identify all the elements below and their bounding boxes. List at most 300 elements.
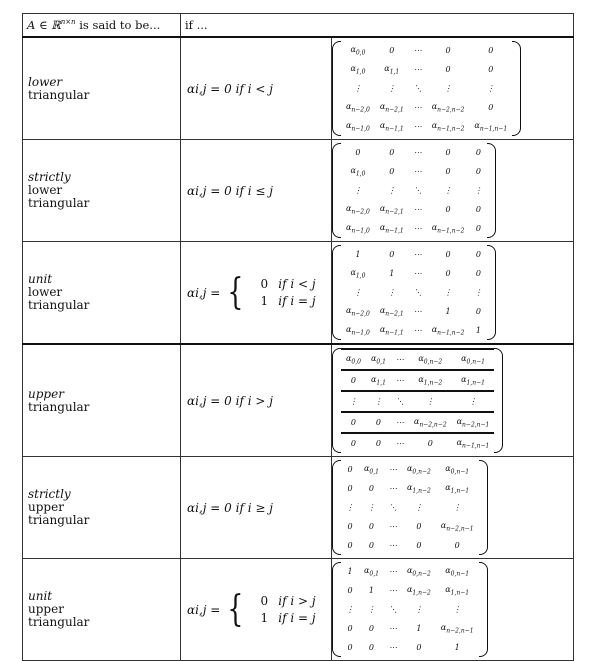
- matrix-entry-subscript: n−2,n−1: [462, 421, 490, 429]
- matrix-entry: ⋮: [444, 186, 453, 195]
- matrix-entry: $\alpha_{n-1,n-2}$: [431, 120, 465, 133]
- matrix-cell: [332, 242, 574, 345]
- matrix-entry: 0: [416, 522, 422, 531]
- matrix-entry: $\alpha_{n-2,1}$: [379, 305, 404, 318]
- matrix-entry: 1: [368, 586, 375, 595]
- matrix-cell: [332, 37, 574, 140]
- matrix-entry: 0: [488, 46, 494, 55]
- triangular-matrix-table: [22, 13, 574, 661]
- matrix-entry: ⋮: [409, 391, 452, 412]
- matrix-row: [341, 219, 487, 238]
- matrix-entry: $\alpha_{n-1,n-2}$: [431, 324, 465, 337]
- matrix-row: [341, 245, 487, 264]
- matrix-entry: ⋯: [388, 586, 397, 595]
- matrix-row: [341, 517, 479, 536]
- matrix-entry: ⋱: [413, 84, 422, 93]
- matrix-entry: $\alpha_{0,n-1}$: [445, 565, 470, 578]
- matrix-entry: 0: [341, 370, 366, 391]
- matrix-entry: 0: [445, 148, 451, 157]
- matrix-entry: 0: [445, 205, 451, 214]
- matrix-entry: 1: [445, 307, 451, 316]
- matrix-entry: $\alpha_{0,n-1}$: [445, 463, 470, 476]
- table-row: [23, 140, 574, 242]
- matrix-entry-subscript: 0,1: [376, 358, 386, 366]
- matrix-entry: ⋯: [388, 522, 397, 531]
- matrix: [332, 41, 573, 136]
- case-line: [250, 610, 315, 627]
- matrix-entry: $\alpha_{0,n-2}$: [409, 349, 452, 370]
- matrix-entry: ⋯: [413, 250, 422, 259]
- left-paren: [332, 245, 341, 340]
- header-prefix: A ∈ ℝ: [27, 18, 61, 32]
- matrix-entry: 0: [445, 167, 451, 176]
- condition-cell: [181, 242, 332, 345]
- matrix-cell: [332, 457, 574, 559]
- row-name-word: lower: [28, 285, 63, 299]
- matrix-entry: $\alpha_{n-2,1}$: [379, 101, 404, 114]
- matrix-entry: ⋯: [413, 122, 422, 131]
- matrix-entry-subscript: 0,n−2: [412, 570, 431, 578]
- matrix-entry: ⋯: [413, 46, 422, 55]
- qualifier-text: unit: [28, 589, 53, 603]
- case-value: 1: [260, 610, 269, 625]
- matrix-entry: ⋱: [388, 503, 397, 512]
- matrix-entry: $\alpha_{n-2,0}$: [346, 101, 370, 114]
- matrix-entry-subscript: 0,0: [351, 358, 361, 366]
- matrix-row: [341, 638, 479, 657]
- case-value: 0: [260, 276, 269, 291]
- matrix-row: [341, 498, 479, 517]
- case-condition: if i > j: [278, 593, 316, 608]
- matrix-entry-subscript: 0,1: [369, 570, 379, 578]
- matrix-entry: ⋮: [453, 503, 462, 512]
- left-paren: [332, 562, 341, 657]
- matrix-entry: $\alpha_{1,0}$: [350, 267, 366, 280]
- condition-text: αi,j = 0 if i > j: [187, 393, 273, 408]
- matrix-entry: $\alpha_{n-2,n-1}$: [440, 622, 474, 635]
- matrix-entry: $\alpha_{0,1}$: [366, 349, 391, 370]
- matrix-row: [341, 98, 512, 117]
- matrix-grid: [341, 41, 512, 136]
- matrix-entry-subscript: n−1,0: [351, 329, 370, 337]
- row-name-word: triangular: [28, 298, 90, 312]
- case-line: [250, 593, 315, 610]
- cases-lhs: αi,j =: [187, 285, 221, 300]
- matrix-grid: [341, 143, 487, 238]
- row-name-word: triangular: [28, 513, 90, 527]
- matrix-entry: $\alpha_{1,n-2}$: [406, 584, 431, 597]
- matrix-entry: $\alpha_{0,0}$: [341, 349, 366, 370]
- matrix-entry: $\alpha_{1,n-2}$: [409, 370, 452, 391]
- matrix-row: [341, 200, 487, 219]
- right-paren: [479, 460, 488, 555]
- matrix-entry: ⋱: [413, 288, 422, 297]
- row-name-word: upper: [28, 602, 64, 616]
- matrix-entry: 0: [409, 433, 452, 453]
- matrix-entry: $\alpha_{n-2,0}$: [346, 305, 370, 318]
- matrix-entry-subscript: n−2,1: [385, 208, 404, 216]
- matrix-entry: ⋮: [387, 186, 396, 195]
- cases-list: [250, 593, 315, 627]
- matrix-entry: ⋯: [388, 465, 397, 474]
- matrix-row: [341, 600, 479, 619]
- matrix-entry: 0: [416, 643, 422, 652]
- matrix-entry: 1: [475, 326, 481, 335]
- table-row: [23, 344, 574, 457]
- matrix-grid: [341, 460, 479, 555]
- qualifier-text: strictly: [28, 487, 71, 501]
- matrix: [332, 348, 573, 453]
- matrix-entry: 0: [454, 541, 460, 550]
- matrix-entry-subscript: n−1,n−2: [437, 329, 465, 337]
- cases-condition: [187, 588, 325, 630]
- matrix-entry: ⋮: [474, 288, 483, 297]
- matrix-grid: [341, 245, 487, 340]
- matrix-entry: 0: [347, 541, 353, 550]
- matrix-entry: $\alpha_{n-1,1}$: [379, 222, 404, 235]
- matrix-entry-subscript: n−1,1: [385, 125, 404, 133]
- condition-cell: [181, 37, 332, 140]
- matrix-entry: ⋮: [414, 503, 423, 512]
- matrix-entry: ⋯: [413, 224, 422, 233]
- matrix-row: [341, 581, 479, 600]
- matrix-entry: ⋮: [353, 186, 362, 195]
- matrix-entry: ⋯: [413, 326, 422, 335]
- cases-lhs: αi,j =: [187, 602, 221, 617]
- left-paren: [332, 143, 341, 238]
- table-row: [23, 242, 574, 345]
- matrix-entry: 0: [475, 148, 481, 157]
- matrix-entry: ⋱: [413, 186, 422, 195]
- matrix-entry: 0: [416, 541, 422, 550]
- matrix-entry: $\alpha_{1,n-2}$: [406, 482, 431, 495]
- matrix-entry: 0: [445, 269, 451, 278]
- matrix-entry: $\alpha_{0,n-1}$: [452, 349, 495, 370]
- matrix-entry: 0: [475, 224, 481, 233]
- matrix-entry: 0: [488, 65, 494, 74]
- right-paren: [487, 143, 496, 238]
- matrix-entry: ⋮: [367, 605, 376, 614]
- left-paren: [332, 460, 341, 555]
- matrix-entry: ⋯: [388, 541, 397, 550]
- matrix-entry: ⋯: [388, 484, 397, 493]
- matrix-entry-subscript: 0,0: [355, 49, 366, 57]
- row-name-word: triangular: [28, 399, 90, 414]
- left-paren: [332, 41, 341, 136]
- matrix-entry: ⋯: [413, 269, 422, 278]
- matrix-entry: $\alpha_{0,n-2}$: [406, 565, 431, 578]
- matrix: [332, 143, 573, 238]
- matrix-entry: ⋯: [388, 624, 397, 633]
- header-matrix-definition: [23, 14, 181, 38]
- matrix-entry: ⋯: [388, 567, 397, 576]
- matrix-entry-subscript: 0,n−2: [412, 468, 431, 476]
- row-name: [23, 559, 181, 661]
- matrix-entry: ⋮: [366, 391, 391, 412]
- matrix-entry: 1: [454, 643, 460, 652]
- row-name: [23, 140, 181, 242]
- condition-text: αi,j = 0 if i < j: [187, 81, 273, 96]
- matrix-entry-subscript: 1,n−2: [423, 379, 443, 387]
- matrix-entry-subscript: 0,n−1: [450, 570, 470, 578]
- matrix-entry: $\alpha_{n-1,1}$: [379, 324, 404, 337]
- matrix-entry-subscript: n−2,0: [351, 208, 370, 216]
- matrix-entry: 0: [341, 433, 366, 453]
- matrix-entry: 0: [347, 522, 353, 531]
- matrix-entry-subscript: 1,0: [355, 272, 366, 280]
- matrix-row: [341, 283, 487, 302]
- matrix-entry: 1: [416, 624, 422, 633]
- matrix-entry-subscript: 1,n−1: [450, 589, 470, 597]
- qualifier-text: upper: [28, 386, 64, 401]
- left-brace: {: [227, 588, 244, 630]
- matrix-entry: 0: [368, 522, 375, 531]
- table-body: [23, 37, 574, 661]
- matrix-row: [341, 41, 512, 60]
- matrix-entry: 0: [475, 250, 481, 259]
- matrix-cell: [332, 344, 574, 457]
- row-name-word: triangular: [28, 615, 90, 629]
- matrix-entry: ⋯: [413, 205, 422, 214]
- matrix-entry: $\alpha_{n-1,0}$: [346, 222, 370, 235]
- matrix-entry: ⋯: [413, 65, 422, 74]
- matrix-row: [341, 349, 494, 370]
- matrix-entry: $\alpha_{1,0}$: [350, 165, 366, 178]
- case-line: [250, 276, 315, 293]
- matrix: [332, 562, 573, 657]
- matrix-entry-subscript: 1,n−1: [450, 487, 470, 495]
- condition-cell: [181, 559, 332, 661]
- matrix-entry: $\alpha_{1,n-1}$: [445, 482, 470, 495]
- table-row: [23, 37, 574, 140]
- matrix-row: [341, 117, 512, 136]
- matrix-entry-subscript: n−2,n−2: [437, 106, 465, 114]
- matrix-entry: 0: [355, 148, 361, 157]
- matrix-entry: ⋯: [391, 412, 409, 433]
- matrix-entry: ⋯: [391, 349, 409, 370]
- right-paren: [479, 562, 488, 657]
- matrix-entry: $\alpha_{n-2,n-1}$: [452, 412, 495, 433]
- matrix-entry-subscript: 1,n−2: [412, 487, 431, 495]
- matrix-entry-subscript: 1,0: [355, 68, 366, 76]
- matrix-entry: ⋱: [388, 605, 397, 614]
- matrix-entry: $\alpha_{n-1,n-2}$: [431, 222, 465, 235]
- matrix-row: [341, 370, 494, 391]
- matrix-entry-subscript: 1,1: [389, 68, 400, 76]
- matrix-entry: $\alpha_{1,n-1}$: [445, 584, 470, 597]
- matrix-entry-subscript: n−2,n−2: [419, 421, 447, 429]
- right-paren: [512, 41, 521, 136]
- matrix-row: [341, 433, 494, 453]
- matrix-row: [341, 162, 487, 181]
- matrix-entry: 0: [347, 465, 353, 474]
- matrix-entry-subscript: n−1,n−1: [479, 125, 508, 133]
- cases-list: [250, 276, 315, 310]
- matrix-entry: $\alpha_{0,n-2}$: [406, 463, 431, 476]
- matrix-entry: 0: [475, 269, 481, 278]
- header-exponent: n×n: [60, 18, 76, 27]
- matrix-entry: 0: [445, 65, 451, 74]
- matrix-entry: 0: [389, 167, 395, 176]
- matrix-row: [341, 321, 487, 340]
- matrix-entry: 0: [445, 250, 451, 259]
- matrix-entry: $\alpha_{n-1,0}$: [346, 120, 370, 133]
- case-line: [250, 293, 315, 310]
- matrix-entry: $\alpha_{1,1}$: [366, 370, 391, 391]
- matrix-entry: ⋱: [391, 391, 409, 412]
- matrix-entry: ⋯: [413, 103, 422, 112]
- matrix-entry: 0: [389, 250, 395, 259]
- matrix-entry: 0: [347, 643, 353, 652]
- matrix-entry: ⋮: [474, 186, 483, 195]
- matrix-entry-subscript: 1,0: [355, 170, 366, 178]
- matrix-entry: 0: [445, 46, 451, 55]
- matrix-entry: $\alpha_{n-1,1}$: [379, 120, 404, 133]
- condition-cell: [181, 457, 332, 559]
- matrix-row: [341, 302, 487, 321]
- table-row: [23, 457, 574, 559]
- matrix-row: [341, 536, 479, 555]
- matrix-entry-subscript: n−1,1: [385, 227, 404, 235]
- case-value: 0: [260, 593, 269, 608]
- matrix-row: [341, 143, 487, 162]
- matrix-row: [341, 264, 487, 283]
- case-condition: if i = j: [278, 610, 316, 625]
- matrix-cell: [332, 140, 574, 242]
- matrix-entry-subscript: 0,n−2: [423, 358, 443, 366]
- matrix-entry: ⋮: [414, 605, 423, 614]
- matrix-entry-subscript: 0,n−1: [466, 358, 485, 366]
- left-paren: [332, 348, 341, 453]
- table-header-row: [23, 14, 574, 38]
- condition-cell: [181, 344, 332, 457]
- matrix: [332, 460, 573, 555]
- matrix-entry: 0: [347, 624, 353, 633]
- matrix-entry: ⋮: [486, 84, 495, 93]
- cases-condition: [187, 271, 325, 313]
- matrix-entry: ⋮: [452, 391, 495, 412]
- matrix-entry: 0: [389, 46, 395, 55]
- matrix-entry: $\alpha_{0,1}$: [364, 463, 379, 476]
- row-name-word: upper: [28, 500, 64, 514]
- matrix-entry: $\alpha_{1,0}$: [350, 63, 366, 76]
- matrix-entry: 0: [475, 167, 481, 176]
- matrix-entry: 0: [368, 541, 375, 550]
- matrix-entry-subscript: n−1,1: [385, 329, 404, 337]
- matrix-entry: ⋮: [346, 503, 354, 512]
- matrix-entry-subscript: n−1,n−2: [437, 227, 465, 235]
- table-row: [23, 559, 574, 661]
- matrix-entry: $\alpha_{0,0}$: [350, 44, 366, 57]
- matrix-row: [341, 460, 479, 479]
- matrix-entry: $\alpha_{n-2,n-1}$: [440, 520, 474, 533]
- matrix-entry: ⋯: [413, 167, 422, 176]
- matrix-entry: ⋯: [391, 370, 409, 391]
- matrix-entry: ⋮: [353, 84, 362, 93]
- matrix: [332, 245, 573, 340]
- matrix-entry: ⋮: [341, 391, 366, 412]
- row-name-word: triangular: [28, 196, 90, 210]
- matrix-row: [341, 479, 479, 498]
- condition-text: αi,j = 0 if i ≤ j: [187, 183, 273, 198]
- matrix-entry: 0: [475, 205, 481, 214]
- matrix-entry: $\alpha_{n-2,0}$: [346, 203, 370, 216]
- row-name: [23, 344, 181, 457]
- header-condition: if ...: [181, 14, 574, 38]
- matrix-entry: 1: [389, 269, 395, 278]
- matrix-entry-subscript: 0,n−1: [450, 468, 470, 476]
- matrix-entry-subscript: n−2,n−1: [446, 627, 474, 635]
- matrix-entry: 1: [355, 250, 361, 259]
- row-name: [23, 457, 181, 559]
- matrix-entry-subscript: n−2,1: [385, 106, 404, 114]
- matrix-entry: ⋯: [388, 643, 397, 652]
- matrix-entry: ⋮: [346, 605, 354, 614]
- matrix-entry: $\alpha_{0,1}$: [364, 565, 379, 578]
- left-brace: {: [227, 271, 244, 313]
- matrix-entry: 0: [368, 643, 375, 652]
- matrix-entry: 0: [368, 484, 375, 493]
- matrix-entry: $\alpha_{n-1,0}$: [346, 324, 370, 337]
- matrix-entry: 0: [368, 624, 375, 633]
- matrix-entry: $\alpha_{1,1}$: [384, 63, 400, 76]
- matrix-entry: ⋯: [413, 148, 422, 157]
- matrix-grid: [341, 348, 494, 453]
- matrix-entry-subscript: n−1,0: [351, 227, 370, 235]
- matrix-entry-subscript: 1,n−1: [466, 379, 485, 387]
- row-name-word: lower: [28, 183, 63, 197]
- matrix-row: [341, 181, 487, 200]
- matrix-row: [341, 619, 479, 638]
- condition-text: αi,j = 0 if i ≥ j: [187, 500, 273, 515]
- row-name-word: triangular: [28, 87, 90, 102]
- right-paren: [487, 245, 496, 340]
- qualifier-text: unit: [28, 272, 53, 286]
- matrix-entry-subscript: n−2,0: [351, 310, 370, 318]
- row-name: [23, 242, 181, 345]
- matrix-entry: ⋮: [453, 605, 462, 614]
- matrix-entry-subscript: n−2,n−1: [446, 525, 474, 533]
- matrix-cell: [332, 559, 574, 661]
- matrix-entry-subscript: n−1,n−2: [437, 125, 465, 133]
- matrix-entry: 0: [347, 484, 353, 493]
- matrix-row: [341, 562, 479, 581]
- row-name: [23, 37, 181, 140]
- matrix-entry: ⋮: [444, 288, 453, 297]
- qualifier-text: strictly: [28, 170, 71, 184]
- matrix-entry: ⋯: [391, 433, 409, 453]
- matrix-row: [341, 60, 512, 79]
- matrix-entry: 0: [366, 433, 391, 453]
- matrix-row: [341, 412, 494, 433]
- matrix-entry: ⋮: [353, 288, 362, 297]
- condition-cell: [181, 140, 332, 242]
- case-value: 1: [260, 293, 269, 308]
- matrix-entry-subscript: 0,1: [369, 468, 379, 476]
- header-suffix: is said to be...: [75, 18, 161, 32]
- matrix-entry-subscript: n−1,0: [351, 125, 370, 133]
- case-condition: if i = j: [278, 293, 316, 308]
- matrix-entry: $\alpha_{n-2,n-2}$: [431, 101, 465, 114]
- right-paren: [494, 348, 503, 453]
- matrix-entry-subscript: 1,n−2: [412, 589, 431, 597]
- matrix-entry: 0: [341, 412, 366, 433]
- matrix-entry-subscript: 1,1: [376, 379, 386, 387]
- matrix-entry: 0: [475, 307, 481, 316]
- matrix-entry-subscript: n−1,n−1: [462, 442, 490, 450]
- matrix-row: [341, 79, 512, 98]
- matrix-entry: $\alpha_{n-2,1}$: [379, 203, 404, 216]
